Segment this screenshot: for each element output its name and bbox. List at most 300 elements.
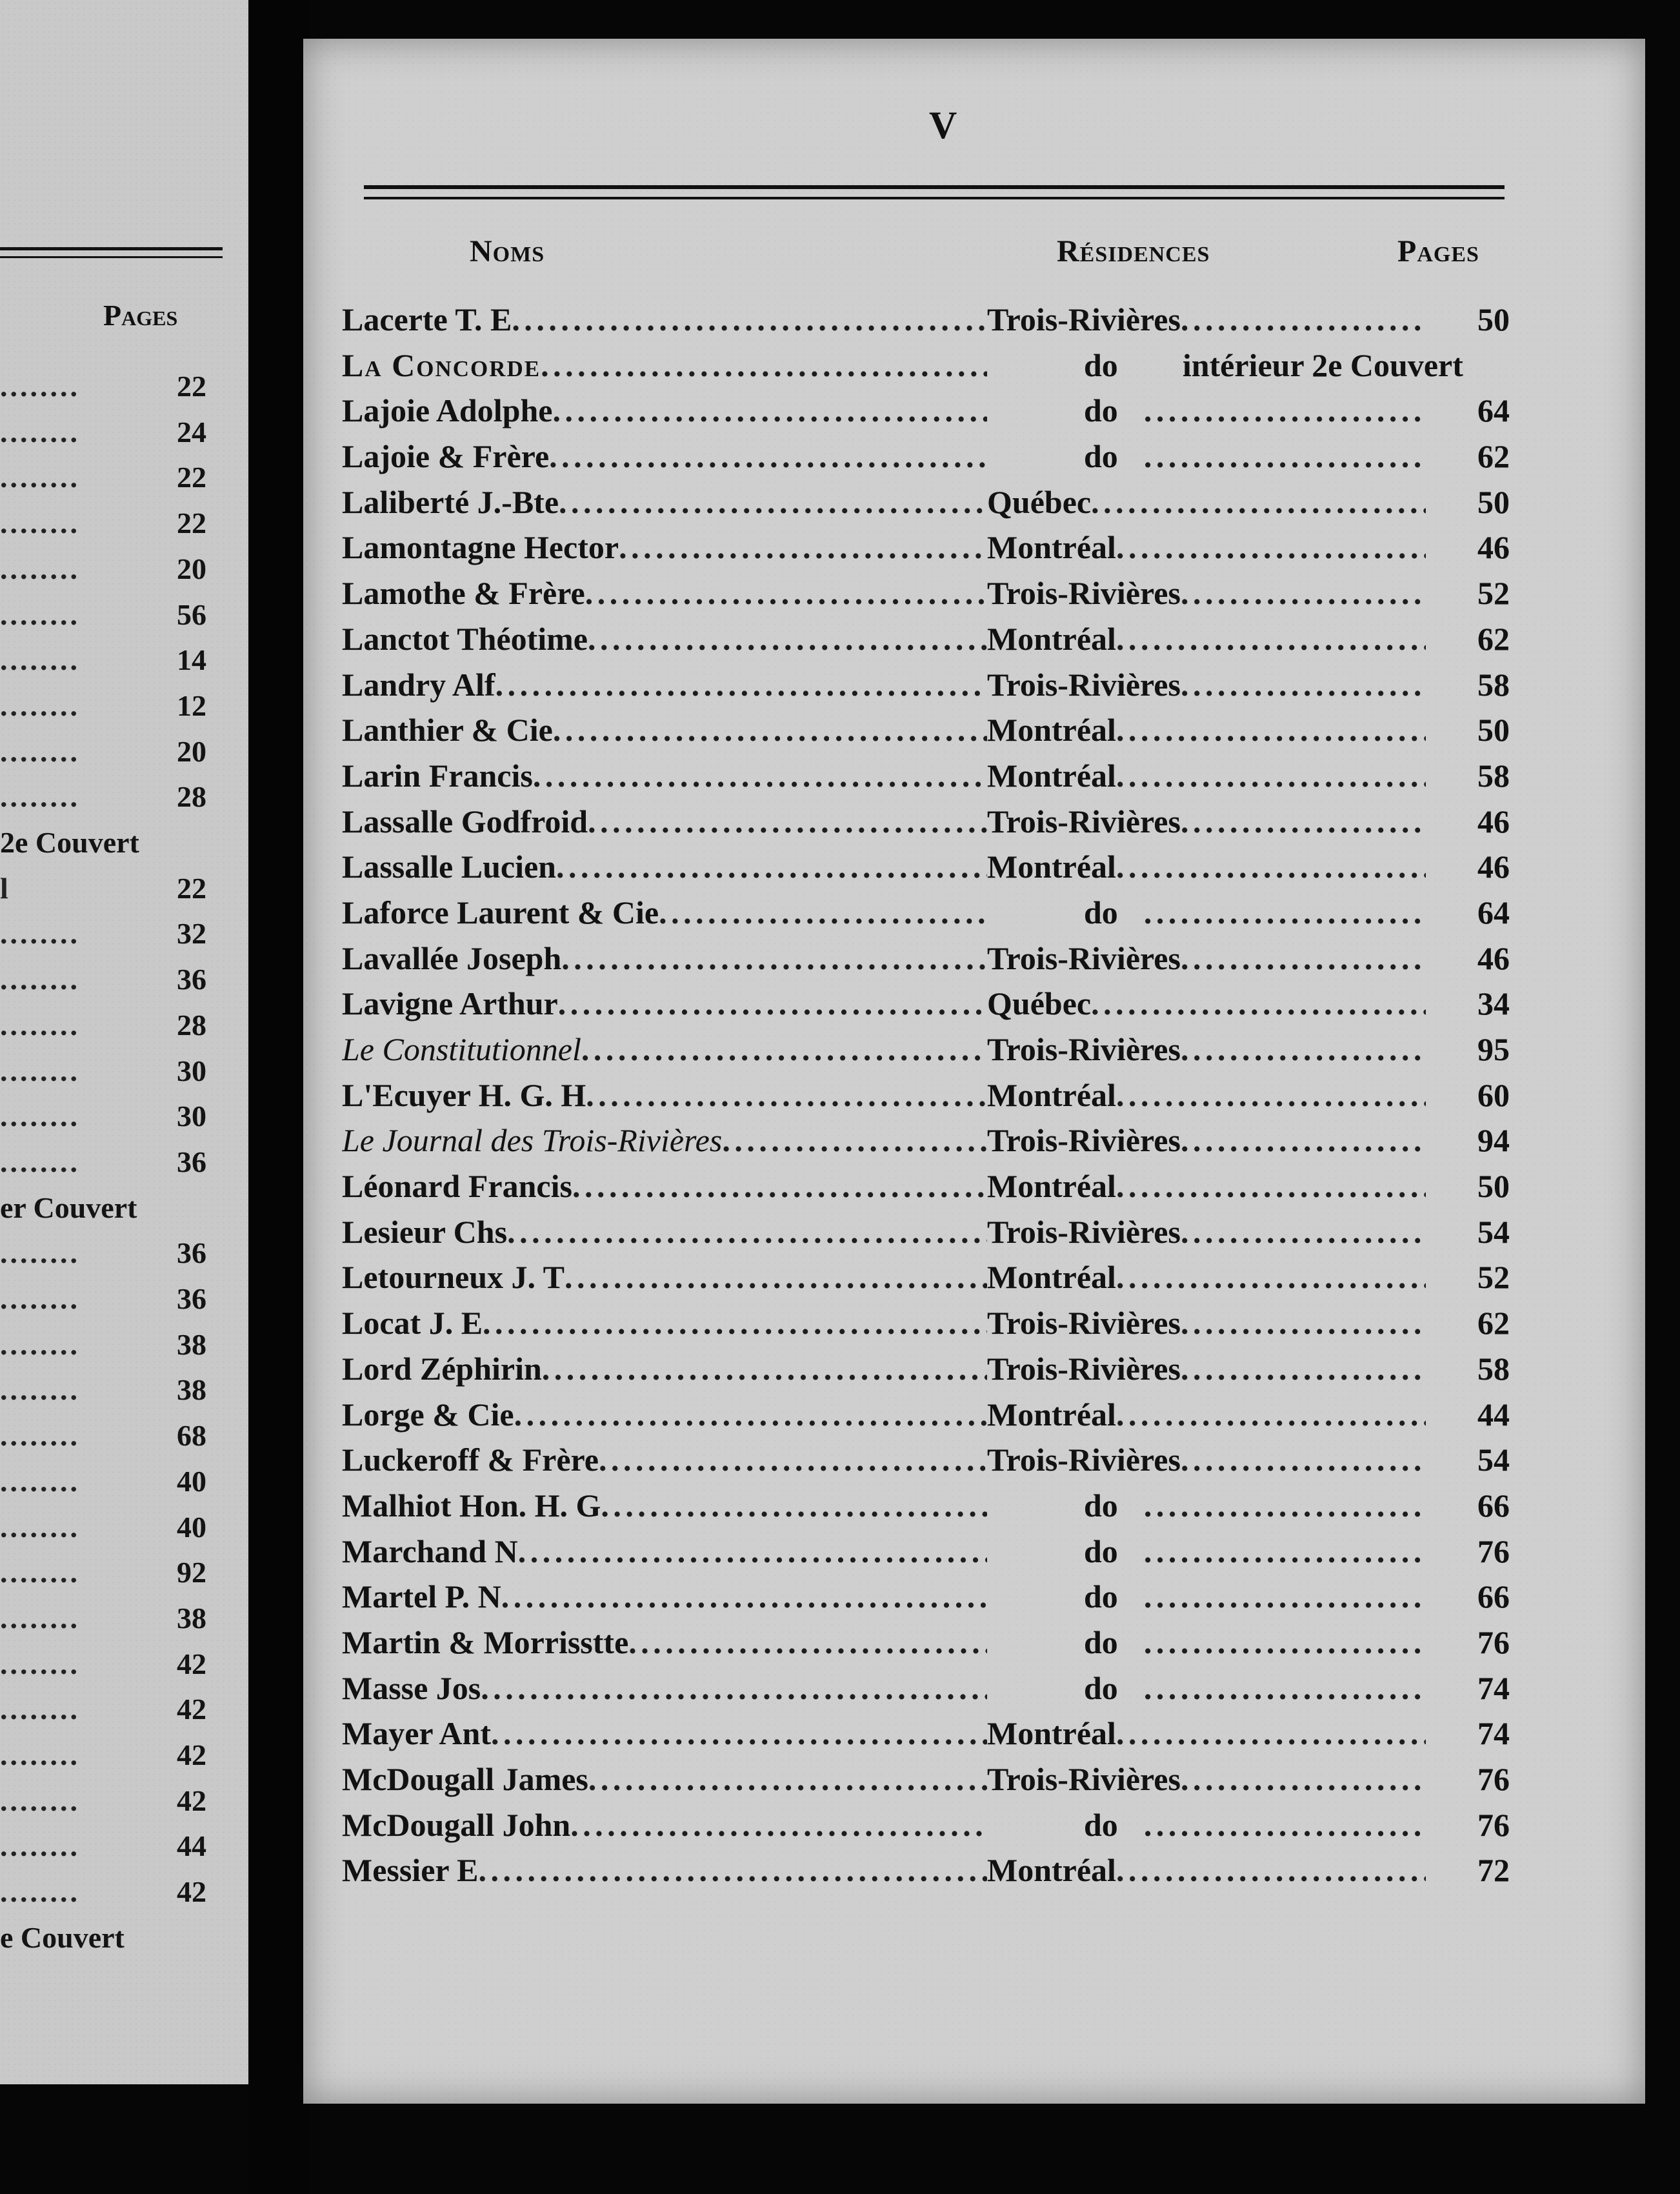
- left-line-text: ........: [0, 1054, 80, 1087]
- index-entry: [342, 438, 1510, 483]
- leader-dots: [1116, 1396, 1426, 1433]
- entry-name: Lassalle Lucien: [342, 849, 556, 885]
- left-line-text: ........: [0, 1738, 80, 1771]
- left-line-page: 42: [177, 1693, 206, 1726]
- entry-name-cell: [342, 483, 987, 521]
- leader-dots: [1116, 1715, 1426, 1752]
- leader-dots: [491, 1715, 987, 1752]
- entry-name-cell: [342, 620, 987, 658]
- entry-name: Le Constitutionnel: [342, 1031, 581, 1067]
- left-line-page: 44: [177, 1829, 206, 1863]
- entry-residence-cell: [987, 1715, 1426, 1752]
- index-entry: [342, 1167, 1510, 1213]
- entry-residence-cell: [987, 1487, 1426, 1524]
- left-line-text: ........: [0, 689, 80, 722]
- left-page-line: [0, 1601, 206, 1635]
- entry-residence-cell: [987, 528, 1426, 566]
- leader-dots: [1091, 483, 1426, 521]
- entry-name: Le Journal des Trois-Rivières: [342, 1122, 723, 1159]
- left-page-line: [0, 916, 206, 951]
- leader-dots: [722, 1122, 987, 1159]
- left-page-line: [0, 1236, 206, 1270]
- entry-residence-cell: [987, 1350, 1426, 1387]
- entry-name: Malhiot Hon. H. G: [342, 1487, 601, 1524]
- entry-page: 74: [1477, 1669, 1510, 1706]
- left-line-page: 24: [177, 415, 206, 448]
- entry-name: Laforce Laurent & Cie: [342, 894, 659, 931]
- leader-dots: [1181, 1350, 1426, 1387]
- entry-residence-cell: [987, 666, 1426, 703]
- entry-page: 46: [1477, 803, 1510, 840]
- entry-page: 52: [1477, 575, 1510, 612]
- leader-dots: [1181, 1031, 1426, 1068]
- entry-page: 58: [1477, 1350, 1510, 1387]
- entry-name-cell: [342, 1760, 987, 1798]
- left-line-page: 38: [177, 1601, 206, 1635]
- leader-dots: [507, 1213, 987, 1251]
- entry-residence-cell: [987, 438, 1426, 475]
- entry-page: 50: [1477, 712, 1510, 749]
- entry-residence: Montréal: [987, 1396, 1116, 1433]
- index-entry: [342, 620, 1510, 666]
- entry-page: 66: [1477, 1487, 1510, 1524]
- entry-name: Luckeroff & Frère: [342, 1442, 599, 1478]
- left-line-text: ........: [0, 1556, 80, 1589]
- entry-name: Lanthier & Cie: [342, 712, 553, 749]
- entry-name-cell: [342, 1624, 987, 1661]
- left-line-page: 92: [177, 1556, 206, 1589]
- page-gutter: [248, 0, 310, 2194]
- entry-page: 52: [1477, 1259, 1510, 1296]
- entry-name: Mayer Ant: [342, 1715, 491, 1752]
- left-line-page: 22: [177, 461, 206, 494]
- leader-dots: [1144, 894, 1426, 931]
- entry-page: 64: [1477, 894, 1510, 931]
- leader-dots: [501, 1578, 987, 1615]
- leader-dots: [1116, 1076, 1426, 1114]
- entry-name-cell: [342, 666, 987, 703]
- entry-residence: Montréal: [987, 712, 1116, 749]
- leader-dots: [1144, 438, 1426, 475]
- header-rule: [364, 185, 1505, 199]
- entry-page: 54: [1477, 1442, 1510, 1478]
- left-line-text: ........: [0, 643, 80, 677]
- left-page-line: [0, 825, 206, 860]
- left-line-text: ........: [0, 917, 80, 951]
- entry-name: Locat J. E: [342, 1305, 483, 1342]
- entry-residence-cell: [987, 1533, 1426, 1570]
- entry-name: Lajoie Adolphe: [342, 392, 553, 429]
- entry-name: Letourneux J. T: [342, 1259, 565, 1296]
- index-entry: [342, 940, 1510, 985]
- entry-name: Léonard Francis: [342, 1168, 572, 1205]
- leader-dots: [659, 894, 987, 931]
- left-line-page: 42: [177, 1738, 206, 1771]
- left-line-page: 28: [177, 1008, 206, 1042]
- entry-residence-cell: [987, 620, 1426, 658]
- entry-name-cell: [342, 1441, 987, 1478]
- leader-dots: [1181, 666, 1426, 703]
- left-line-text: ........: [0, 1145, 80, 1178]
- leader-dots: [599, 1441, 987, 1478]
- entry-residence: Trois-Rivières: [987, 1350, 1181, 1387]
- left-line-text: ........: [0, 1693, 80, 1726]
- index-entry: [342, 1624, 1510, 1669]
- pages-column-header: Pages: [1397, 234, 1479, 268]
- entry-residence: Trois-Rivières: [987, 575, 1181, 612]
- entry-residence-cell: [987, 1806, 1426, 1844]
- index-entry: [342, 1122, 1510, 1167]
- entry-name-cell: [342, 1715, 987, 1752]
- leader-dots: [495, 666, 987, 703]
- entry-residence: Montréal: [987, 757, 1116, 794]
- entry-residence: do: [1084, 1669, 1118, 1706]
- left-line-page: 22: [177, 370, 206, 403]
- left-page-line: [0, 415, 206, 449]
- entry-page: 34: [1477, 985, 1510, 1022]
- left-line-text: ........: [0, 1008, 80, 1042]
- left-line-page: 36: [177, 1145, 206, 1178]
- left-line-page: 12: [177, 689, 206, 722]
- entry-name: McDougall James: [342, 1761, 588, 1797]
- entry-page: 62: [1477, 438, 1510, 475]
- left-rule-top: [0, 247, 223, 250]
- entry-residence-cell: [987, 1624, 1426, 1661]
- entry-name-cell: [342, 1533, 987, 1570]
- entry-name: Larin Francis: [342, 757, 533, 794]
- entry-residence: Trois-Rivières: [987, 301, 1181, 337]
- entry-residence-cell: [987, 1304, 1426, 1342]
- entry-name: Lamontagne Hector: [342, 529, 619, 566]
- entry-name-cell: [342, 438, 987, 475]
- entry-residence: Trois-Rivières: [987, 1442, 1181, 1478]
- leader-dots: [558, 985, 987, 1022]
- entry-name-cell: [342, 1851, 987, 1889]
- entry-name-cell: [342, 1806, 987, 1844]
- entry-page: intérieur 2e Couvert: [1182, 347, 1463, 383]
- entry-residence-cell: [987, 1669, 1426, 1707]
- index-entry: [342, 1213, 1510, 1259]
- left-line-page: 20: [177, 734, 206, 768]
- left-line-page: 38: [177, 1327, 206, 1361]
- entry-residence: do: [1084, 1806, 1118, 1843]
- entry-name: Lajoie & Frère: [342, 438, 550, 475]
- entry-name: Lorge & Cie: [342, 1396, 514, 1433]
- left-line-page: 30: [177, 1100, 206, 1133]
- page-number: V: [929, 104, 957, 146]
- entry-residence-cell: [987, 1396, 1426, 1433]
- leader-dots: [581, 1031, 987, 1068]
- index-entry: [342, 1533, 1510, 1578]
- left-line-text: ........: [0, 1647, 80, 1680]
- entry-name-cell: [342, 1122, 987, 1159]
- entry-residence: do: [1084, 1533, 1118, 1569]
- leader-dots: [1144, 1624, 1426, 1661]
- leader-dots: [565, 1258, 987, 1296]
- entry-name-cell: [342, 1304, 987, 1342]
- index-entry: [342, 1076, 1510, 1122]
- entry-residence-cell: [987, 1258, 1426, 1296]
- entry-name-cell: [342, 301, 987, 338]
- leader-dots: [1181, 574, 1426, 612]
- index-entry: [342, 1760, 1510, 1806]
- left-line-text: ........: [0, 507, 80, 540]
- index-entry: [342, 347, 1510, 392]
- left-line-page: 22: [177, 507, 206, 540]
- left-page-line: [0, 962, 206, 996]
- entry-name-cell: [342, 1578, 987, 1615]
- leader-dots: [518, 1533, 987, 1570]
- left-page-line: [0, 1692, 206, 1726]
- entry-residence: Québec: [987, 483, 1092, 520]
- leader-dots: [541, 347, 987, 384]
- entry-page: 62: [1477, 1305, 1510, 1342]
- entry-name: Masse Jos: [342, 1669, 481, 1706]
- index-entry: [342, 1806, 1510, 1852]
- left-page-line: [0, 1510, 206, 1544]
- left-page-line: [0, 552, 206, 586]
- entry-name-cell: [342, 1350, 987, 1387]
- leader-dots: [1116, 528, 1426, 566]
- left-rule-bottom: [0, 256, 223, 258]
- left-line-page: 42: [177, 1784, 206, 1817]
- left-line-text: ........: [0, 1373, 80, 1407]
- entry-residence-cell: [987, 347, 1516, 384]
- entry-name: Messier E: [342, 1852, 479, 1889]
- entry-page: 94: [1477, 1122, 1510, 1159]
- left-line-text: ........: [0, 963, 80, 996]
- leader-dots: [1144, 1487, 1426, 1524]
- left-page-line: [0, 1647, 206, 1681]
- entry-residence: Trois-Rivières: [987, 803, 1181, 840]
- leader-dots: [1116, 757, 1426, 794]
- entry-residence-cell: [987, 848, 1426, 885]
- leader-dots: [1144, 1578, 1426, 1615]
- entry-name-cell: [342, 392, 987, 429]
- entry-page: 66: [1477, 1578, 1510, 1615]
- left-page-line: [0, 598, 206, 632]
- entry-page: 50: [1477, 301, 1510, 337]
- leader-dots: [552, 392, 987, 429]
- left-line-text: ........: [0, 1829, 80, 1863]
- entry-page: 76: [1477, 1806, 1510, 1843]
- entry-page: 54: [1477, 1213, 1510, 1250]
- entry-residence-cell: [987, 483, 1426, 521]
- index-entry: [342, 848, 1510, 894]
- leader-dots: [1144, 1806, 1426, 1844]
- left-line-page: 56: [177, 598, 206, 631]
- entry-name-cell: [342, 1031, 987, 1068]
- leader-dots: [588, 803, 987, 840]
- leader-dots: [481, 1669, 987, 1707]
- left-line-text: ........: [0, 780, 80, 814]
- left-line-page: 40: [177, 1510, 206, 1544]
- entry-residence-cell: [987, 1760, 1426, 1798]
- entry-residence: Montréal: [987, 1076, 1116, 1113]
- entry-page: 72: [1477, 1852, 1510, 1889]
- index-entry: [342, 301, 1510, 347]
- leader-dots: [1116, 711, 1426, 749]
- leader-dots: [1181, 1213, 1426, 1251]
- index-entry: [342, 1396, 1510, 1442]
- index-entry: [342, 1258, 1510, 1304]
- leader-dots: [512, 301, 987, 338]
- entry-residence-cell: [987, 1031, 1426, 1068]
- entry-residence: Montréal: [987, 529, 1116, 566]
- entry-residence: Montréal: [987, 1168, 1116, 1205]
- left-page-line: [0, 1145, 206, 1179]
- leader-dots: [570, 1806, 987, 1844]
- entry-residence-cell: [987, 1213, 1426, 1251]
- entry-residence: Trois-Rivières: [987, 1122, 1181, 1159]
- leader-dots: [483, 1304, 987, 1342]
- index-entry: [342, 711, 1510, 757]
- entry-name-cell: [342, 1167, 987, 1205]
- left-line-text: ........: [0, 461, 80, 494]
- left-page-line: [0, 1008, 206, 1042]
- left-line-page: 20: [177, 552, 206, 585]
- entry-residence: Montréal: [987, 620, 1116, 657]
- left-line-text: ........: [0, 1282, 80, 1315]
- index-entry: [342, 483, 1510, 529]
- index-entry: [342, 666, 1510, 712]
- left-line-page: 22: [177, 871, 206, 905]
- left-line-text: ........: [0, 598, 80, 631]
- leader-dots: [628, 1624, 987, 1661]
- index-entry: [342, 985, 1510, 1031]
- left-page-line: [0, 1054, 206, 1088]
- leader-dots: [1181, 940, 1426, 977]
- leader-dots: [559, 483, 987, 521]
- entry-name-cell: [342, 1213, 987, 1251]
- entry-name-cell: [342, 1396, 987, 1433]
- left-line-text: ........: [0, 552, 80, 585]
- entry-residence-cell: [987, 1167, 1426, 1205]
- entry-name-cell: [342, 528, 987, 566]
- leader-dots: [588, 620, 987, 658]
- left-line-page: 14: [177, 643, 206, 677]
- entry-residence-cell: [987, 1441, 1426, 1478]
- left-line-text: ........: [0, 1601, 80, 1635]
- entry-page: 58: [1477, 666, 1510, 703]
- left-page-line: [0, 871, 206, 905]
- leader-dots: [1144, 1669, 1426, 1707]
- left-page-line: [0, 460, 206, 494]
- left-line-text: 2e Couvert: [0, 826, 139, 859]
- entry-name-cell: [342, 985, 987, 1022]
- entry-page: 46: [1477, 529, 1510, 566]
- index-entry: [342, 803, 1510, 849]
- entry-residence-cell: [987, 940, 1426, 977]
- entry-residence: Trois-Rivières: [987, 1213, 1181, 1250]
- entry-name: Lavigne Arthur: [342, 985, 558, 1022]
- entry-name: Marchand N: [342, 1533, 518, 1569]
- entry-residence: Trois-Rivières: [987, 1305, 1181, 1342]
- leader-dots: [556, 848, 987, 885]
- entry-page: 74: [1477, 1715, 1510, 1752]
- index-entry: [342, 1031, 1510, 1076]
- leader-dots: [1116, 1167, 1426, 1205]
- index-entry: [342, 392, 1510, 438]
- leader-dots: [1091, 985, 1426, 1022]
- entry-residence: do: [1084, 1578, 1118, 1615]
- left-page-line: [0, 1327, 206, 1362]
- entry-page: 46: [1477, 940, 1510, 976]
- entry-page: 60: [1477, 1076, 1510, 1113]
- entry-residence: do: [1084, 1624, 1118, 1660]
- left-line-text: ........: [0, 1100, 80, 1133]
- left-line-text: ........: [0, 1875, 80, 1909]
- leader-dots: [542, 1350, 987, 1387]
- leader-dots: [514, 1396, 987, 1433]
- entry-name-cell: [342, 574, 987, 612]
- left-page-line: [0, 1555, 206, 1589]
- entry-name-cell: [342, 757, 987, 794]
- left-line-text: er Couvert: [0, 1191, 137, 1224]
- left-line-text: ........: [0, 415, 80, 448]
- entry-page: 76: [1477, 1624, 1510, 1660]
- residences-column-header: Résidences: [1057, 234, 1210, 268]
- left-line-page: 36: [177, 1282, 206, 1315]
- leader-dots: [1144, 1533, 1426, 1570]
- left-page-line: [0, 1418, 206, 1453]
- leader-dots: [572, 1167, 987, 1205]
- left-page-line: [0, 780, 206, 814]
- leader-dots: [1181, 301, 1426, 338]
- left-line-page: 38: [177, 1373, 206, 1407]
- leader-dots: [479, 1851, 987, 1889]
- left-line-page: 68: [177, 1419, 206, 1453]
- entry-residence: Trois-Rivières: [987, 666, 1181, 703]
- entry-residence: Montréal: [987, 1852, 1116, 1889]
- entry-residence: Trois-Rivières: [987, 1031, 1181, 1067]
- entry-name: Lacerte T. E: [342, 301, 512, 337]
- index-entry: [342, 1851, 1510, 1897]
- entry-name: Laliberté J.-Bte: [342, 483, 559, 520]
- leader-dots: [533, 757, 987, 794]
- entry-name: Lamothe & Frère: [342, 575, 585, 612]
- entry-residence: do: [1084, 894, 1118, 931]
- index-entry: [342, 894, 1510, 940]
- leader-dots: [1181, 1760, 1426, 1798]
- left-page-line: [0, 1920, 206, 1955]
- index-entry: [342, 1441, 1510, 1487]
- leader-dots: [601, 1487, 987, 1524]
- index-entry: [342, 1669, 1510, 1715]
- left-line-page: 36: [177, 1236, 206, 1270]
- entry-name-cell: [342, 848, 987, 885]
- left-page-line: [0, 1875, 206, 1909]
- entry-name: Martin & Morrisstte: [342, 1624, 629, 1660]
- leader-dots: [1116, 848, 1426, 885]
- entry-name: L'Ecuyer H. G. H: [342, 1076, 586, 1113]
- entry-residence-cell: [987, 1122, 1426, 1159]
- left-line-page: 36: [177, 963, 206, 996]
- left-line-text: ........: [0, 370, 80, 403]
- left-page-line: [0, 1829, 206, 1863]
- entry-page: 44: [1477, 1396, 1510, 1433]
- left-page-line: [0, 643, 206, 677]
- leader-dots: [588, 1760, 987, 1798]
- entry-residence: Montréal: [987, 849, 1116, 885]
- entry-name: Martel P. N: [342, 1578, 501, 1615]
- entry-residence: Québec: [987, 985, 1092, 1022]
- left-line-text: ........: [0, 1464, 80, 1498]
- entry-residence: do: [1084, 438, 1118, 475]
- left-page-line: [0, 1784, 206, 1818]
- index-entry: [342, 574, 1510, 620]
- leader-dots: [585, 574, 987, 612]
